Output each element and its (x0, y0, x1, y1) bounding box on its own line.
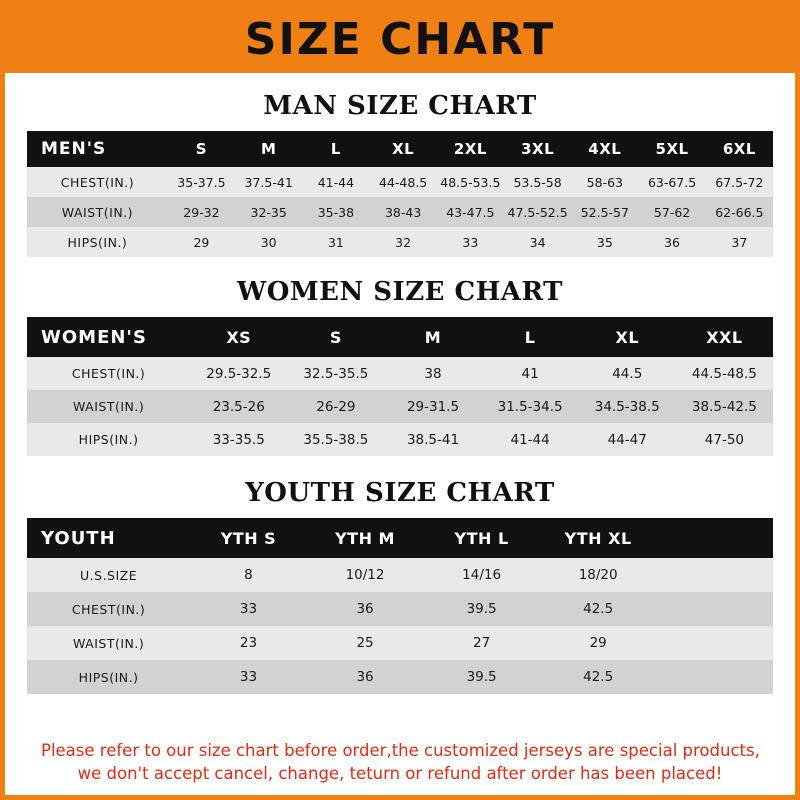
content-area (5, 73, 795, 795)
youth-r0-c0: U.S.SIZE (27, 558, 190, 592)
man-r0-c9: 67.5-72 (706, 167, 773, 197)
women-section-title: WOMEN SIZE CHART (237, 277, 563, 307)
man-header-cell-9: 6XL (706, 131, 773, 167)
table-row (27, 558, 773, 592)
man-r2-c3: 31 (302, 227, 369, 257)
youth-r3-c3: 39.5 (423, 660, 540, 694)
women-r1-c6: 38.5-42.5 (676, 390, 773, 423)
youth-r0-c5 (656, 558, 773, 592)
youth-r3-c2: 36 (307, 660, 424, 694)
man-header-cell-7: 4XL (571, 131, 638, 167)
man-r2-c9: 37 (706, 227, 773, 257)
youth-table-body (27, 558, 773, 694)
table-row (27, 390, 773, 423)
man-r1-c8: 57-62 (638, 197, 705, 227)
women-r0-c1: 29.5-32.5 (190, 357, 287, 390)
table-header-row (27, 317, 773, 357)
man-r0-c0: CHEST(IN.) (27, 167, 168, 197)
women-r2-c6: 47-50 (676, 423, 773, 456)
man-r2-c7: 35 (571, 227, 638, 257)
man-r1-c3: 35-38 (302, 197, 369, 227)
youth-r3-c5 (656, 660, 773, 694)
man-r2-c8: 36 (638, 227, 705, 257)
man-r0-c5: 48.5-53.5 (437, 167, 504, 197)
table-row (27, 592, 773, 626)
table-row (27, 227, 773, 257)
man-r2-c4: 32 (370, 227, 437, 257)
women-r2-c3: 38.5-41 (384, 423, 481, 456)
man-r2-c2: 30 (235, 227, 302, 257)
youth-r1-c0: CHEST(IN.) (27, 592, 190, 626)
man-r2-c1: 29 (168, 227, 235, 257)
man-r1-c9: 62-66.5 (706, 197, 773, 227)
women-r1-c3: 29-31.5 (384, 390, 481, 423)
women-table-body (27, 357, 773, 456)
women-r0-c0: CHEST(IN.) (27, 357, 190, 390)
women-r1-c0: WAIST(IN.) (27, 390, 190, 423)
women-header-cell-0: WOMEN'S (27, 317, 190, 357)
youth-r0-c2: 10/12 (307, 558, 424, 592)
table-row (27, 167, 773, 197)
youth-header-cell-3: YTH L (423, 518, 540, 558)
youth-r2-c0: WAIST(IN.) (27, 626, 190, 660)
youth-header-cell-4: YTH XL (540, 518, 657, 558)
youth-size-table (27, 518, 773, 694)
women-r0-c4: 41 (482, 357, 579, 390)
man-r1-c4: 38-43 (370, 197, 437, 227)
man-r1-c7: 52.5-57 (571, 197, 638, 227)
women-r2-c0: HIPS(IN.) (27, 423, 190, 456)
youth-r3-c4: 42.5 (540, 660, 657, 694)
man-table-head (27, 131, 773, 167)
youth-r2-c3: 27 (423, 626, 540, 660)
man-header-cell-5: 2XL (437, 131, 504, 167)
youth-r1-c5 (656, 592, 773, 626)
women-r2-c1: 33-35.5 (190, 423, 287, 456)
youth-header-cell-5 (656, 518, 773, 558)
table-header-row (27, 518, 773, 558)
man-section-title: MAN SIZE CHART (263, 91, 537, 121)
man-header-cell-2: M (235, 131, 302, 167)
women-r0-c5: 44.5 (579, 357, 676, 390)
women-table-head (27, 317, 773, 357)
man-r1-c0: WAIST(IN.) (27, 197, 168, 227)
table-header-row (27, 131, 773, 167)
youth-r0-c3: 14/16 (423, 558, 540, 592)
youth-r2-c1: 23 (190, 626, 307, 660)
women-header-cell-4: L (482, 317, 579, 357)
youth-r1-c2: 36 (307, 592, 424, 626)
table-row (27, 660, 773, 694)
man-header-cell-6: 3XL (504, 131, 571, 167)
youth-r1-c3: 39.5 (423, 592, 540, 626)
women-r1-c2: 26-29 (287, 390, 384, 423)
man-header-cell-1: S (168, 131, 235, 167)
youth-header-cell-2: YTH M (307, 518, 424, 558)
table-row (27, 626, 773, 660)
man-r2-c6: 34 (504, 227, 571, 257)
man-r0-c4: 44-48.5 (370, 167, 437, 197)
man-r0-c1: 35-37.5 (168, 167, 235, 197)
man-r1-c2: 32-35 (235, 197, 302, 227)
youth-header-cell-1: YTH S (190, 518, 307, 558)
youth-r2-c2: 25 (307, 626, 424, 660)
man-r0-c8: 63-67.5 (638, 167, 705, 197)
man-r0-c6: 53.5-58 (504, 167, 571, 197)
youth-r2-c4: 29 (540, 626, 657, 660)
women-header-cell-2: S (287, 317, 384, 357)
youth-section-title: YOUTH SIZE CHART (245, 478, 555, 508)
women-header-cell-3: M (384, 317, 481, 357)
man-r1-c1: 29-32 (168, 197, 235, 227)
youth-r1-c1: 33 (190, 592, 307, 626)
women-r2-c4: 41-44 (482, 423, 579, 456)
youth-r1-c4: 42.5 (540, 592, 657, 626)
footer-note (27, 728, 773, 795)
table-row (27, 197, 773, 227)
man-r2-c5: 33 (437, 227, 504, 257)
youth-r0-c1: 8 (190, 558, 307, 592)
women-r0-c6: 44.5-48.5 (676, 357, 773, 390)
women-r2-c5: 44-47 (579, 423, 676, 456)
table-row (27, 423, 773, 456)
man-r0-c7: 58-63 (571, 167, 638, 197)
women-header-cell-6: XXL (676, 317, 773, 357)
man-header-cell-3: L (302, 131, 369, 167)
footer-note-line-2: we don't accept cancel, change, teturn or refund after order has been placed! (77, 763, 723, 783)
women-r1-c4: 31.5-34.5 (482, 390, 579, 423)
youth-header-cell-0: YOUTH (27, 518, 190, 558)
table-row (27, 357, 773, 390)
man-r0-c3: 41-44 (302, 167, 369, 197)
man-r1-c5: 43-47.5 (437, 197, 504, 227)
youth-table-head (27, 518, 773, 558)
footer-note-line-1: Please refer to our size chart before order,the customized jerseys are special products, (41, 741, 760, 761)
women-r1-c5: 34.5-38.5 (579, 390, 676, 423)
man-header-cell-4: XL (370, 131, 437, 167)
women-header-cell-1: XS (190, 317, 287, 357)
header-band (5, 5, 795, 73)
man-size-table (27, 131, 773, 257)
youth-r0-c4: 18/20 (540, 558, 657, 592)
women-r0-c3: 38 (384, 357, 481, 390)
page-title: SIZE CHART (244, 13, 556, 65)
man-header-cell-8: 5XL (638, 131, 705, 167)
women-r1-c1: 23.5-26 (190, 390, 287, 423)
women-r0-c2: 32.5-35.5 (287, 357, 384, 390)
man-r2-c0: HIPS(IN.) (27, 227, 168, 257)
man-header-cell-0: MEN'S (27, 131, 168, 167)
man-table-body (27, 167, 773, 257)
youth-r3-c1: 33 (190, 660, 307, 694)
women-size-table (27, 317, 773, 456)
man-r1-c6: 47.5-52.5 (504, 197, 571, 227)
women-header-cell-5: XL (579, 317, 676, 357)
youth-r3-c0: HIPS(IN.) (27, 660, 190, 694)
youth-r2-c5 (656, 626, 773, 660)
women-r2-c2: 35.5-38.5 (287, 423, 384, 456)
man-r0-c2: 37.5-41 (235, 167, 302, 197)
